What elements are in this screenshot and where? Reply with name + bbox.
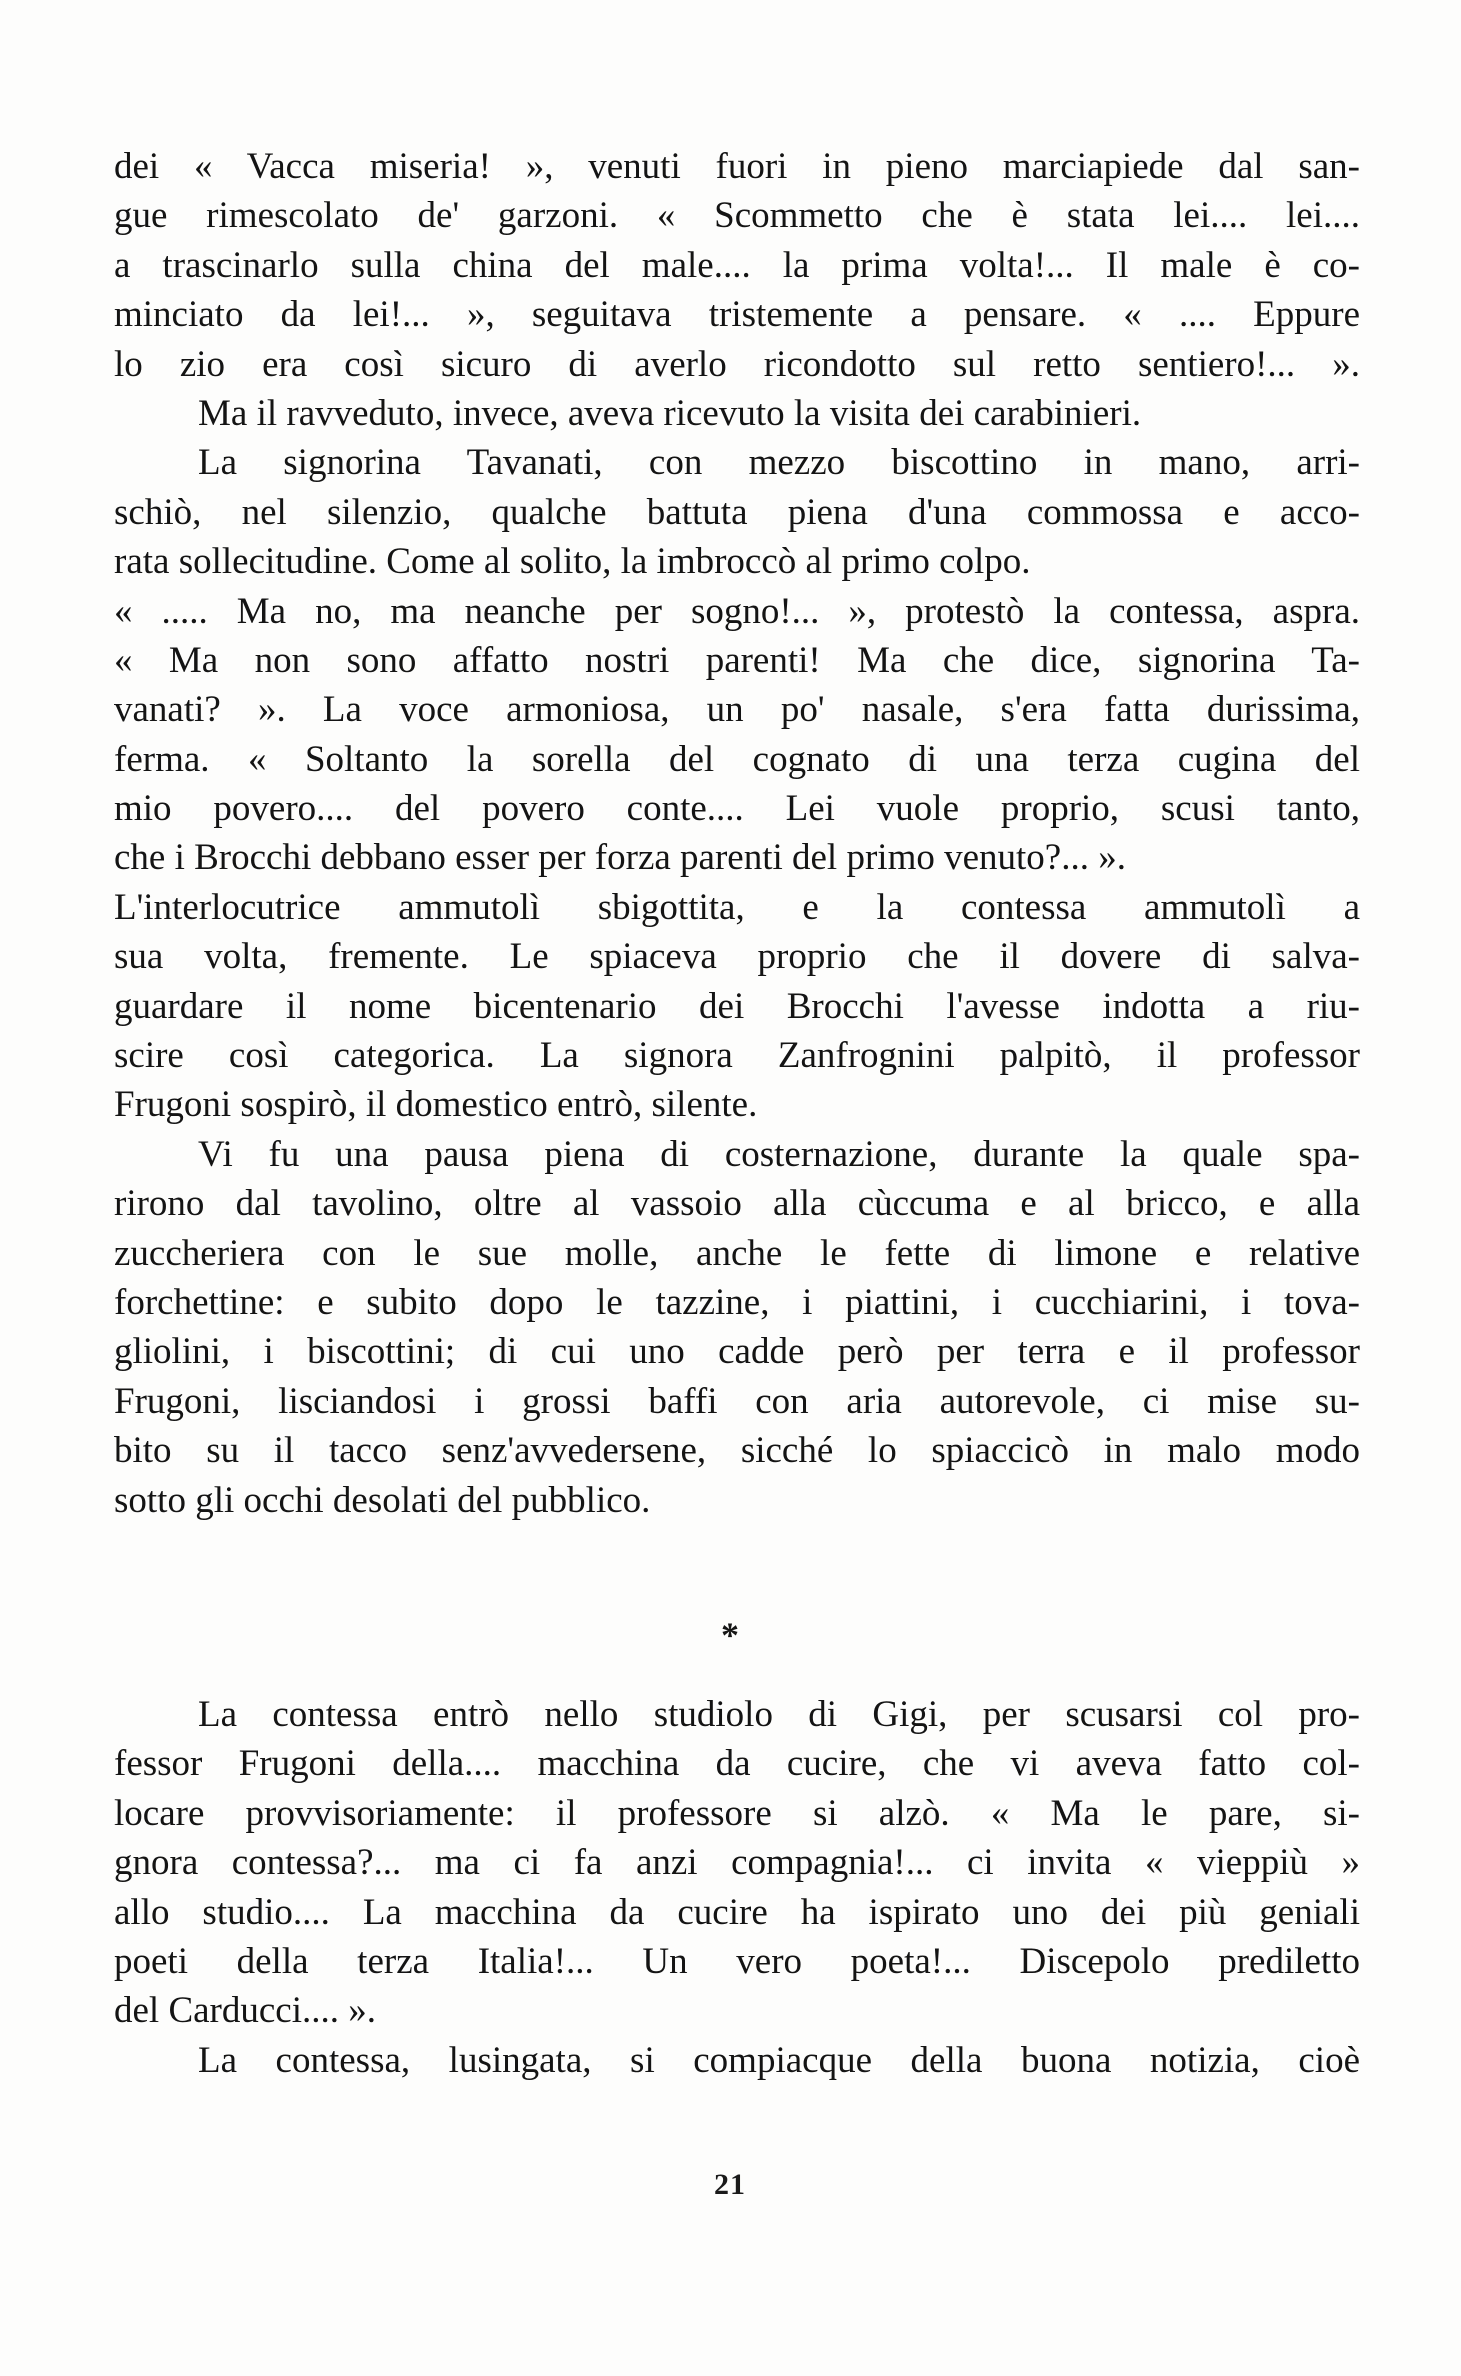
section-break-asterisk: * [721, 1615, 739, 1655]
text-line: minciato da lei!... », seguitava tristemente a pensare. « .... Eppure [114, 294, 1360, 336]
text-line: Frugoni, lisciandosi i grossi baffi con aria autorevole, ci mise su- [114, 1380, 1360, 1422]
text-line: sotto gli occhi desolati del pubblico. [114, 1479, 651, 1521]
text-line: « Ma non sono affatto nostri parenti! Ma che dice, signorina Ta- [114, 639, 1360, 681]
page-number: 21 [714, 2168, 746, 2201]
text-line: gnora contessa?... ma ci fa anzi compagnia!... ci invita « vieppiù » [114, 1842, 1360, 1884]
text-line: « ..... Ma no, ma neanche per sogno!... », protestò la contessa, aspra. [114, 590, 1360, 632]
text-line: locare provvisoriamente: il professore si alzò. « Ma le pare, si- [114, 1792, 1360, 1834]
text-line: bito su il tacco senz'avvedersene, sicché lo spiaccicò in malo modo [114, 1430, 1360, 1472]
text-line: che i Brocchi debbano esser per forza parenti del primo venuto?... ». [114, 837, 1126, 879]
text-line: scire così categorica. La signora Zanfrognini palpitò, il professor [114, 1035, 1360, 1077]
text-line: gue rimescolato de' garzoni. « Scommetto che è stata lei.... lei.... [114, 195, 1360, 237]
text-line: dei « Vacca miseria! », venuti fuori in pieno marciapiede dal san- [114, 146, 1360, 187]
text-block-lower [114, 1690, 1360, 2085]
text-line: allo studio.... La macchina da cucire ha ispirato uno dei più geniali [114, 1891, 1360, 1933]
text-line: poeti della terza Italia!... Un vero poeta!... Discepolo prediletto [114, 1940, 1360, 1982]
text-line: schiò, nel silenzio, qualche battuta piena d'una commossa e acco- [114, 491, 1360, 533]
text-line: zuccheriera con le sue molle, anche le fette di limone e relative [114, 1232, 1360, 1274]
text-line: del Carducci.... ». [114, 1990, 376, 2032]
text-line: rata sollecitudine. Come al solito, la imbroccò al primo colpo. [114, 541, 1031, 583]
text-line: vanati? ». La voce armoniosa, un po' nasale, s'era fatta durissima, [114, 689, 1360, 731]
text-line: mio povero.... del povero conte.... Lei vuole proprio, scusi tanto, [114, 788, 1360, 830]
text-line: Frugoni sospirò, il domestico entrò, silente. [114, 1084, 758, 1126]
text-line: sua volta, fremente. Le spiaceva proprio che il dovere di salva- [114, 936, 1360, 978]
text-line: fessor Frugoni della.... macchina da cucire, che vi aveva fatto col- [114, 1743, 1360, 1785]
text-line: forchettine: e subito dopo le tazzine, i piattini, i cucchiarini, i tova- [114, 1281, 1360, 1323]
text-block-upper [114, 142, 1360, 1525]
text-line: La contessa entrò nello studiolo di Gigi, per scusarsi col pro- [198, 1694, 1360, 1735]
text-line: a trascinarlo sulla china del male.... la prima volta!... Il male è co- [114, 244, 1360, 286]
text-line: lo zio era così sicuro di averlo ricondotto sul retto sentiero!... ». [114, 343, 1360, 385]
text-line: rirono dal tavolino, oltre al vassoio alla cùccuma e al bricco, e alla [114, 1183, 1360, 1225]
text-line: gliolini, i biscottini; di cui uno cadde però per terra e il professor [114, 1331, 1360, 1373]
text-line: guardare il nome bicentenario dei Brocchi l'avesse indotta a riu- [114, 985, 1360, 1027]
text-line: La contessa, lusingata, si compiacque della buona notizia, cioè [198, 2039, 1360, 2081]
text-line: L'interlocutrice ammutolì sbigottita, e la contessa ammutolì a [114, 886, 1360, 928]
text-line: La signorina Tavanati, con mezzo biscottino in mano, arri- [198, 442, 1360, 484]
text-line: Vi fu una pausa piena di costernazione, durante la quale spa- [198, 1133, 1360, 1175]
text-line: ferma. « Soltanto la sorella del cognato di una terza cugina del [114, 738, 1360, 780]
text-line: Ma il ravveduto, invece, aveva ricevuto la visita dei carabinieri. [198, 392, 1142, 434]
